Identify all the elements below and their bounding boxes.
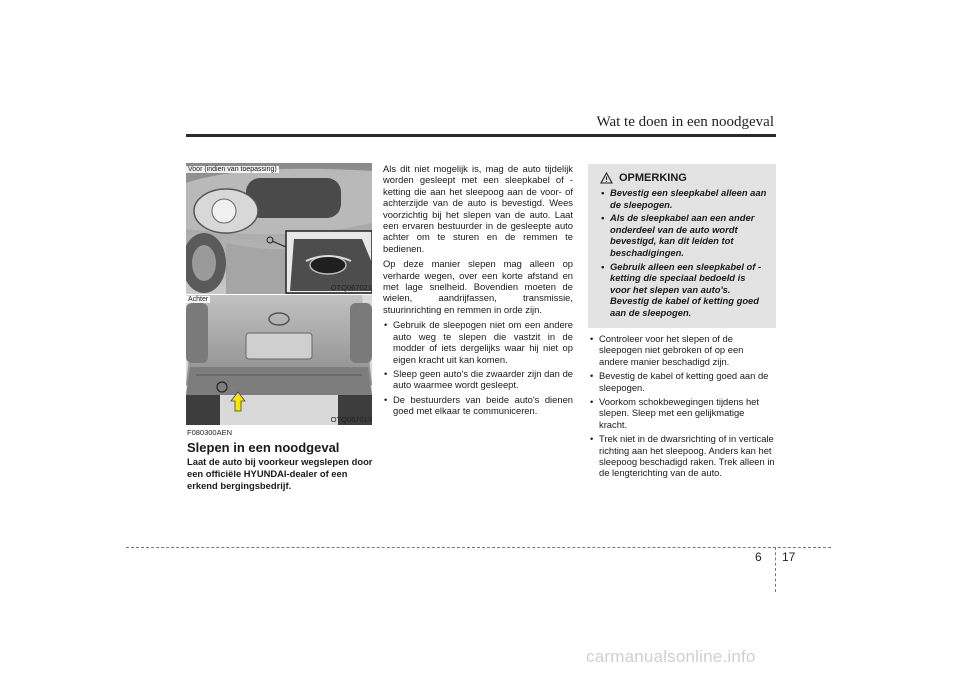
bullet-list — [589, 333, 775, 479]
section-lead: Laat de auto bij voorkeur wegslepen door een officiële HYUNDAI-dealer of een erkend bergingsbedrijf. — [187, 456, 373, 491]
figure-front-tow-hook — [186, 163, 372, 294]
footer-divider — [126, 547, 831, 548]
figure-front-code: OTQ067021 — [330, 283, 372, 292]
list-item: • Trek niet in de dwarsrichting of in verticale richting aan het sleepoog. Anders kan het sleepoog beschadigd raken. Trek alleen in de lengterichting van de auto. — [589, 433, 775, 479]
list-item: • Sleep geen auto's die zwaarder zijn dan de auto waarmee wordt gesleept. — [383, 368, 573, 391]
section-code: F080300AEN — [187, 428, 233, 437]
page-number-divider — [775, 547, 776, 592]
list-item: • Gebruik alleen een sleepkabel of -ketting die speciaal bedoeld is voor het slepen van auto's. Bevestig de kabel of ketting goed aan de sleepogen. — [600, 261, 767, 319]
figure-front-label: Voor (indien van toepassing) — [188, 166, 277, 173]
notice-box — [588, 164, 776, 328]
figure-rear-label: Achter — [188, 296, 209, 303]
front-car-illustration — [186, 163, 372, 294]
watermark: carmanualsonline.info — [586, 647, 756, 666]
rear-car-illustration — [186, 295, 372, 425]
notice-title: OPMERKING — [619, 172, 687, 184]
list-item: • Voorkom schokbewegingen tijdens het slepen. Sleep met een gelijkmatige kracht. — [589, 396, 775, 430]
warning-triangle-icon — [600, 172, 613, 184]
list-item: • Bevestig de kabel of ketting goed aan de sleepogen. — [589, 370, 775, 393]
paragraph: Als dit niet mogelijk is, mag de auto tijdelijk worden gesleept met een sleepkabel of -ketting die aan het sleepoog aan de voor- of achterzijde van de auto is bevestigd. Wees voorzichtig bij het slepen van de auto. Laat een ervaren bestuurder in de gesleepte auto achter om te sturen en de remmen te bedienen. — [383, 163, 573, 254]
list-item: • De bestuurders van beide auto's dienen goed met elkaar te communiceren. — [383, 394, 573, 417]
bullet-list — [383, 319, 573, 416]
list-item: • Gebruik de sleepogen niet om een andere auto weg te slepen die vastzit in de modder of iets dergelijks waar hij niet op eigen kracht uit kan komen. — [383, 319, 573, 365]
notice-header — [600, 172, 767, 184]
notice-list — [600, 187, 767, 319]
page-number: 17 — [782, 550, 796, 564]
list-item: • Controleer voor het slepen of de sleepogen niet gebroken of op een andere manier beschadigd zijn. — [589, 333, 775, 367]
header-title: Wat te doen in een noodgeval — [596, 114, 774, 130]
figure-rear-code: OTQ067013 — [330, 415, 372, 424]
list-item: • Als de sleepkabel aan een ander onderdeel van de auto wordt bevestigd, kan dit leiden tot beschadigingen. — [600, 212, 767, 258]
column-towing-checks — [589, 333, 775, 482]
list-item: • Bevestig een sleepkabel alleen aan de sleepogen. — [600, 187, 767, 210]
section-title: Slepen in een noodgeval — [187, 440, 340, 455]
column-towing-instructions — [383, 163, 573, 420]
header-rule — [186, 134, 776, 137]
chapter-number: 6 — [755, 550, 762, 564]
figure-rear-tow-hook — [186, 295, 372, 425]
paragraph: Op deze manier slepen mag alleen op verharde wegen, over een korte afstand en met lage snelheid. Bovendien moeten de wielen, aandrijfassen, transmissie, stuurinrichting en remmen in orde zijn. — [383, 258, 573, 315]
